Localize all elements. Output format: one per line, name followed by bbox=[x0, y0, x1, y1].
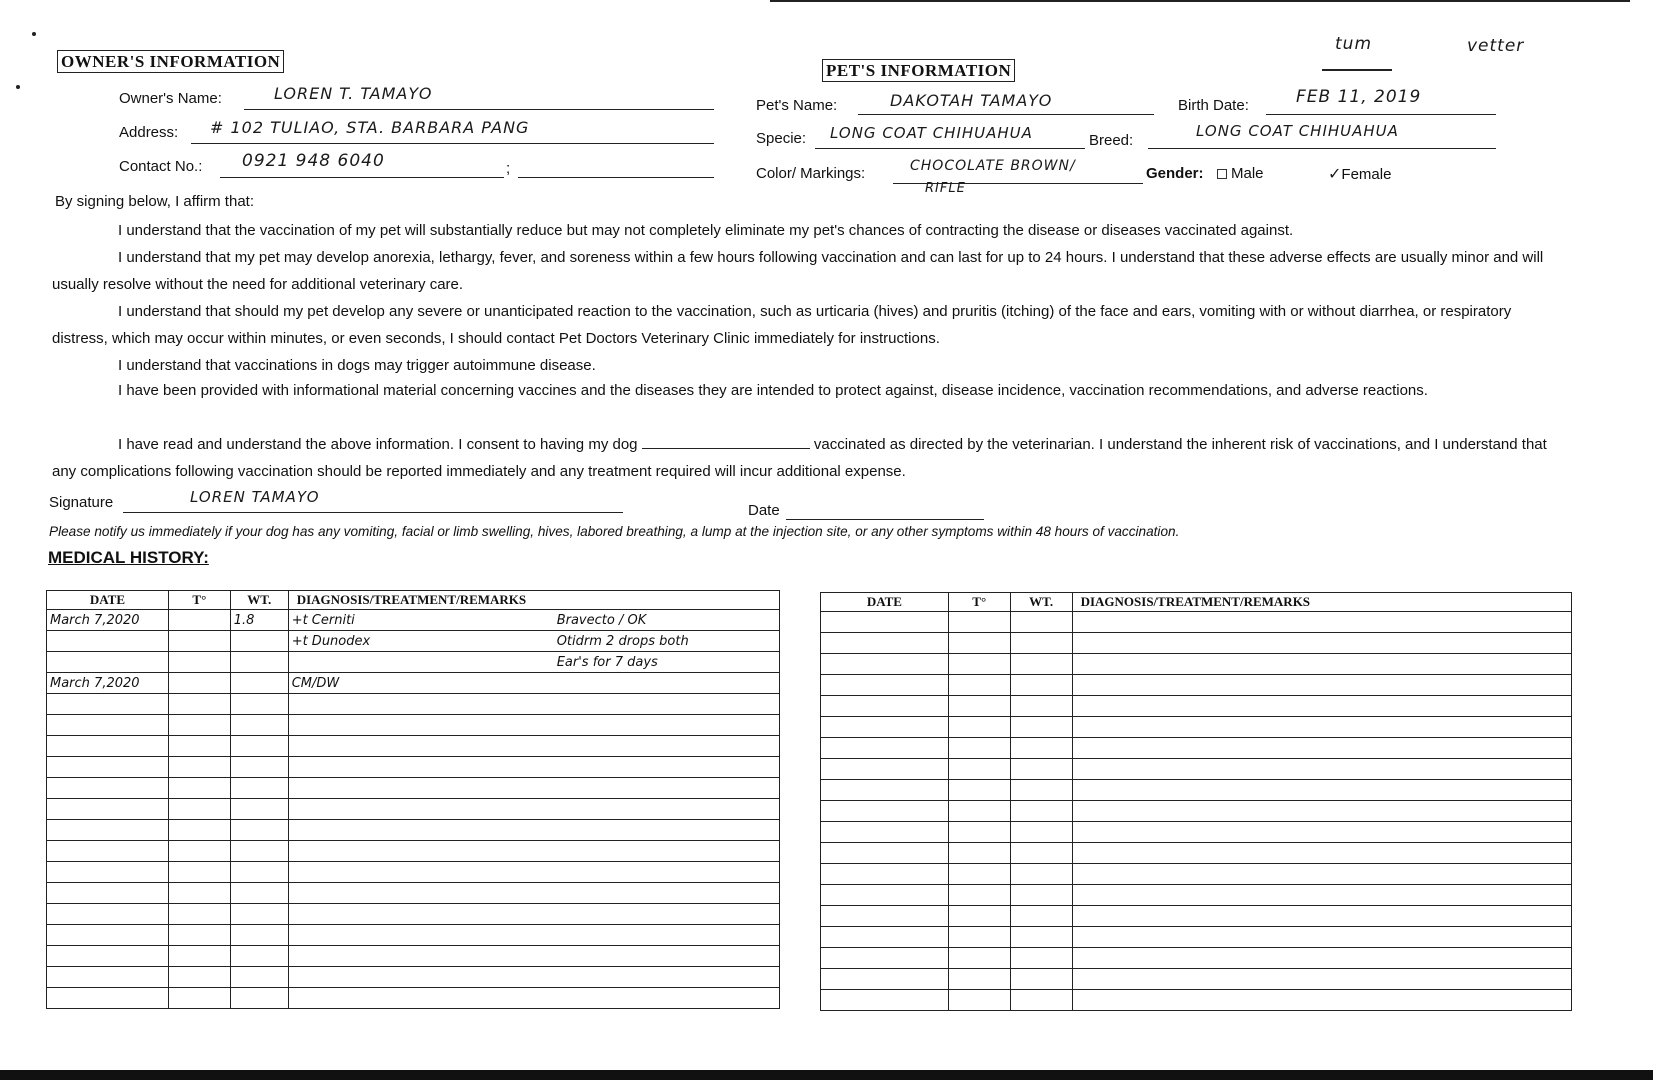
cell-remarks[interactable] bbox=[554, 946, 780, 967]
table-row bbox=[821, 654, 1572, 675]
table-row bbox=[821, 738, 1572, 759]
color-markings-value[interactable]: CHOCOLATE BROWN/ bbox=[910, 158, 1076, 174]
address-value[interactable]: # 102 TULIAO, STA. BARBARA PANG bbox=[210, 118, 530, 137]
cell-date[interactable] bbox=[821, 885, 949, 906]
cell-diagnosis[interactable] bbox=[288, 988, 554, 1009]
gender-female-option[interactable] bbox=[1328, 164, 1391, 183]
cell-temp[interactable] bbox=[948, 654, 1010, 675]
cell-diagnosis[interactable] bbox=[1072, 969, 1571, 990]
address-label: Address: bbox=[119, 124, 179, 141]
cell-temp[interactable] bbox=[168, 799, 230, 820]
cell-weight[interactable] bbox=[1010, 675, 1072, 696]
breed-label: Breed: bbox=[1089, 132, 1134, 149]
cell-diagnosis[interactable]: CM/DW bbox=[288, 673, 554, 694]
cell-weight[interactable] bbox=[1010, 612, 1072, 633]
cell-remarks[interactable]: Otidrm 2 drops both bbox=[554, 631, 780, 652]
table-row bbox=[47, 757, 780, 778]
scan-dot bbox=[32, 32, 36, 36]
cell-temp[interactable] bbox=[948, 801, 1010, 822]
table-row bbox=[821, 633, 1572, 654]
color-markings-value-2[interactable]: RIFLE bbox=[925, 181, 966, 196]
cell-date[interactable] bbox=[47, 946, 169, 967]
cell-date[interactable] bbox=[821, 969, 949, 990]
cell-date[interactable] bbox=[47, 967, 169, 988]
cell-diagnosis[interactable] bbox=[1072, 948, 1571, 969]
cell-temp[interactable] bbox=[948, 780, 1010, 801]
cell-date[interactable] bbox=[821, 633, 949, 654]
cell-weight[interactable] bbox=[230, 757, 288, 778]
cell-date[interactable] bbox=[47, 883, 169, 904]
cell-date[interactable] bbox=[821, 654, 949, 675]
cell-date[interactable] bbox=[47, 736, 169, 757]
cell-temp[interactable] bbox=[948, 696, 1010, 717]
cell-temp[interactable] bbox=[168, 946, 230, 967]
cell-weight[interactable] bbox=[1010, 633, 1072, 654]
cell-temp[interactable] bbox=[168, 883, 230, 904]
table-row bbox=[821, 696, 1572, 717]
cell-date[interactable] bbox=[821, 780, 949, 801]
cell-remarks[interactable] bbox=[554, 799, 780, 820]
cell-diagnosis[interactable] bbox=[1072, 696, 1571, 717]
cell-date[interactable] bbox=[821, 906, 949, 927]
gender-label-text: Gender: bbox=[1146, 165, 1204, 182]
cell-weight[interactable] bbox=[1010, 969, 1072, 990]
table-row bbox=[821, 864, 1572, 885]
consent-p2-text: I understand that my pet may develop anorexia, lethargy, fever, and soreness within a few hours following vaccination and can last for up to 24 hours. I understand that these adverse effects are usually minor and will usually resolve without the need for additional veterinary care. bbox=[52, 249, 1544, 293]
cell-weight[interactable] bbox=[230, 862, 288, 883]
cell-weight[interactable] bbox=[1010, 780, 1072, 801]
cell-diagnosis[interactable] bbox=[288, 904, 554, 925]
cell-remarks[interactable] bbox=[554, 694, 780, 715]
cell-temp[interactable] bbox=[168, 652, 230, 673]
cell-remarks[interactable] bbox=[554, 757, 780, 778]
cell-temp[interactable] bbox=[948, 717, 1010, 738]
cell-weight[interactable] bbox=[230, 736, 288, 757]
cell-temp[interactable] bbox=[948, 738, 1010, 759]
cell-date[interactable] bbox=[47, 862, 169, 883]
cell-weight[interactable]: 1.8 bbox=[230, 610, 288, 631]
date-line bbox=[786, 519, 984, 520]
cell-remarks[interactable] bbox=[554, 820, 780, 841]
cell-weight[interactable] bbox=[1010, 906, 1072, 927]
breed-value[interactable]: LONG COAT CHIHUAHUA bbox=[1196, 122, 1399, 140]
cell-diagnosis[interactable] bbox=[288, 694, 554, 715]
owner-info-header: OWNER'S INFORMATION bbox=[57, 50, 284, 73]
table-row bbox=[47, 652, 780, 673]
cell-weight[interactable] bbox=[1010, 759, 1072, 780]
cell-weight[interactable] bbox=[1010, 801, 1072, 822]
cell-temp[interactable] bbox=[168, 778, 230, 799]
cell-diagnosis[interactable]: +t Dunodex bbox=[288, 631, 554, 652]
table-row bbox=[47, 904, 780, 925]
cell-temp[interactable] bbox=[168, 757, 230, 778]
cell-date[interactable] bbox=[821, 717, 949, 738]
table-row bbox=[47, 967, 780, 988]
col-temp-header: T° bbox=[948, 593, 1010, 612]
pet-name-line bbox=[858, 114, 1154, 115]
table-row bbox=[47, 799, 780, 820]
table-row bbox=[821, 717, 1572, 738]
cell-temp[interactable] bbox=[948, 612, 1010, 633]
cell-weight[interactable] bbox=[1010, 654, 1072, 675]
owner-name-line bbox=[244, 109, 714, 110]
cell-diagnosis[interactable] bbox=[1072, 780, 1571, 801]
cell-weight[interactable] bbox=[230, 820, 288, 841]
cell-diagnosis[interactable] bbox=[288, 778, 554, 799]
consent-paragraph-1 bbox=[52, 217, 1562, 244]
table-row bbox=[821, 990, 1572, 1011]
cell-weight[interactable] bbox=[230, 652, 288, 673]
table-row bbox=[47, 820, 780, 841]
cell-date[interactable]: March 7,2020 bbox=[47, 610, 169, 631]
cell-diagnosis[interactable] bbox=[288, 820, 554, 841]
consent-p3-text: I understand that should my pet develop any severe or unanticipated reaction to the vaccination, such as urticaria (hives) and pruritis (itching) of the face and ears, vomiting with or without diarrhea, or respiratory distress, which may occur within minutes, or even seconds, I should contact Pet Doctors Veterinary Clinic immediately for instructions. bbox=[52, 303, 1512, 347]
cell-weight[interactable] bbox=[230, 673, 288, 694]
cell-date[interactable] bbox=[821, 990, 949, 1011]
medical-history-table-left bbox=[46, 590, 780, 1009]
cell-diagnosis[interactable] bbox=[288, 862, 554, 883]
contact-line bbox=[220, 177, 504, 178]
cell-date[interactable] bbox=[47, 904, 169, 925]
cell-date[interactable] bbox=[821, 948, 949, 969]
consent-p5-text: I have been provided with informational material concerning vaccines and the diseases they are intended to protect against, disease incidence, vaccination recommendations, and adverse reactions. bbox=[118, 382, 1428, 399]
cell-diagnosis[interactable]: +t Cerniti bbox=[288, 610, 554, 631]
cell-date[interactable] bbox=[47, 820, 169, 841]
cell-weight[interactable] bbox=[230, 631, 288, 652]
gender-male-option[interactable] bbox=[1217, 165, 1264, 182]
cell-weight[interactable] bbox=[230, 904, 288, 925]
cell-diagnosis[interactable] bbox=[288, 799, 554, 820]
dog-name-blank[interactable] bbox=[642, 436, 810, 449]
cell-date[interactable] bbox=[47, 715, 169, 736]
consent-p4-text: I understand that vaccinations in dogs may trigger autoimmune disease. bbox=[118, 357, 596, 374]
cell-date[interactable] bbox=[821, 864, 949, 885]
contact-label: Contact No.: bbox=[119, 158, 203, 175]
cell-temp[interactable] bbox=[948, 990, 1010, 1011]
pet-info-header: PET'S INFORMATION bbox=[822, 59, 1015, 82]
cell-remarks[interactable] bbox=[554, 736, 780, 757]
cell-remarks[interactable] bbox=[554, 883, 780, 904]
cell-weight[interactable] bbox=[230, 988, 288, 1009]
table-row bbox=[821, 675, 1572, 696]
cell-diagnosis[interactable] bbox=[288, 736, 554, 757]
cell-weight[interactable] bbox=[230, 799, 288, 820]
cell-remarks[interactable] bbox=[554, 904, 780, 925]
cell-diagnosis[interactable] bbox=[1072, 906, 1571, 927]
color-markings-label: Color/ Markings: bbox=[756, 165, 866, 182]
cell-temp[interactable] bbox=[168, 715, 230, 736]
scan-dot bbox=[16, 85, 20, 89]
table-row bbox=[47, 925, 780, 946]
cell-weight[interactable] bbox=[1010, 843, 1072, 864]
cell-date[interactable] bbox=[821, 843, 949, 864]
contact-value[interactable]: 0921 948 6040 bbox=[242, 151, 385, 171]
cell-temp[interactable] bbox=[168, 988, 230, 1009]
birth-date-label: Birth Date: bbox=[1178, 97, 1249, 114]
cell-diagnosis[interactable] bbox=[288, 715, 554, 736]
col-date-header: DATE bbox=[821, 593, 949, 612]
cell-weight[interactable] bbox=[230, 694, 288, 715]
cell-remarks[interactable] bbox=[554, 673, 780, 694]
specie-label: Specie: bbox=[756, 130, 807, 147]
handwritten-note-vetter: vetter bbox=[1467, 36, 1525, 56]
cell-remarks[interactable]: Bravecto / OK bbox=[554, 610, 780, 631]
cell-diagnosis[interactable] bbox=[1072, 927, 1571, 948]
cell-date[interactable] bbox=[47, 694, 169, 715]
cell-date[interactable] bbox=[47, 988, 169, 1009]
cell-date[interactable] bbox=[821, 822, 949, 843]
table-row bbox=[821, 780, 1572, 801]
table-row bbox=[47, 988, 780, 1009]
col-diagnosis-header: DIAGNOSIS/TREATMENT/REMARKS bbox=[1072, 593, 1571, 612]
cell-date[interactable] bbox=[821, 696, 949, 717]
cell-diagnosis[interactable] bbox=[1072, 654, 1571, 675]
cell-weight[interactable] bbox=[230, 946, 288, 967]
cell-remarks[interactable] bbox=[554, 862, 780, 883]
birth-date-value[interactable]: FEB 11, 2019 bbox=[1296, 87, 1422, 107]
cell-diagnosis[interactable] bbox=[1072, 633, 1571, 654]
consent-paragraph-6 bbox=[52, 431, 1562, 485]
table-header-row bbox=[47, 591, 780, 610]
table-row bbox=[47, 883, 780, 904]
table-header-row bbox=[821, 593, 1572, 612]
cell-remarks[interactable] bbox=[554, 841, 780, 862]
table-row bbox=[821, 822, 1572, 843]
signature-value[interactable]: LOREN TAMAYO bbox=[190, 488, 320, 506]
female-check-mark[interactable]: ✓ bbox=[1328, 164, 1342, 183]
cell-date[interactable] bbox=[821, 675, 949, 696]
col-temp-header: T° bbox=[168, 591, 230, 610]
cell-temp[interactable] bbox=[168, 967, 230, 988]
note-underline bbox=[1322, 69, 1392, 71]
col-weight-header: WT. bbox=[230, 591, 288, 610]
owner-name-label: Owner's Name: bbox=[119, 90, 222, 107]
cell-date[interactable] bbox=[47, 757, 169, 778]
cell-date[interactable] bbox=[821, 738, 949, 759]
cell-date[interactable] bbox=[821, 612, 949, 633]
cell-diagnosis[interactable] bbox=[1072, 717, 1571, 738]
table-row bbox=[47, 946, 780, 967]
specie-value[interactable]: LONG COAT CHIHUAHUA bbox=[830, 124, 1033, 142]
consent-paragraph-3 bbox=[52, 298, 1562, 352]
cell-temp[interactable] bbox=[168, 736, 230, 757]
cell-diagnosis[interactable] bbox=[288, 841, 554, 862]
cell-weight[interactable] bbox=[230, 925, 288, 946]
table-row bbox=[47, 736, 780, 757]
table-row bbox=[47, 694, 780, 715]
signature-line bbox=[123, 512, 623, 513]
table-row bbox=[47, 631, 780, 652]
scan-bottom-edge bbox=[0, 1070, 1653, 1080]
table-row bbox=[821, 906, 1572, 927]
cell-diagnosis[interactable] bbox=[288, 946, 554, 967]
signature-label: Signature bbox=[49, 494, 114, 511]
cell-weight[interactable] bbox=[1010, 948, 1072, 969]
cell-weight[interactable] bbox=[1010, 696, 1072, 717]
cell-date[interactable] bbox=[47, 778, 169, 799]
cell-diagnosis[interactable] bbox=[1072, 801, 1571, 822]
cell-diagnosis[interactable] bbox=[1072, 822, 1571, 843]
consent-intro: By signing below, I affirm that: bbox=[55, 193, 254, 210]
specie-line bbox=[815, 148, 1085, 149]
table-row bbox=[47, 673, 780, 694]
cell-weight[interactable] bbox=[230, 967, 288, 988]
cell-diagnosis[interactable] bbox=[1072, 843, 1571, 864]
cell-temp[interactable] bbox=[948, 885, 1010, 906]
cell-remarks[interactable]: Ear's for 7 days bbox=[554, 652, 780, 673]
cell-diagnosis[interactable] bbox=[288, 652, 554, 673]
consent-p6b-text: vaccinated as directed by the veterinarian. I understand the inherent risk of vaccinations, and I understand that any complications following vaccination should be reported immediately and any treatment required will incur additional expense. bbox=[52, 436, 1547, 480]
cell-diagnosis[interactable] bbox=[1072, 738, 1571, 759]
cell-temp[interactable] bbox=[948, 969, 1010, 990]
cell-diagnosis[interactable] bbox=[1072, 885, 1571, 906]
table-row bbox=[821, 612, 1572, 633]
date-label: Date bbox=[748, 502, 780, 519]
table-row bbox=[47, 862, 780, 883]
cell-date[interactable] bbox=[47, 631, 169, 652]
address-line bbox=[191, 143, 714, 144]
consent-paragraph-2 bbox=[52, 244, 1562, 298]
cell-temp[interactable] bbox=[168, 925, 230, 946]
cell-diagnosis[interactable] bbox=[1072, 864, 1571, 885]
cell-weight[interactable] bbox=[1010, 927, 1072, 948]
female-label: Female bbox=[1341, 166, 1392, 183]
cell-remarks[interactable] bbox=[554, 778, 780, 799]
cell-temp[interactable] bbox=[168, 820, 230, 841]
cell-temp[interactable] bbox=[948, 948, 1010, 969]
cell-weight[interactable] bbox=[1010, 738, 1072, 759]
cell-weight[interactable] bbox=[1010, 990, 1072, 1011]
cell-temp[interactable] bbox=[168, 673, 230, 694]
cell-temp[interactable] bbox=[948, 843, 1010, 864]
cell-weight[interactable] bbox=[1010, 885, 1072, 906]
consent-paragraph-4 bbox=[52, 352, 1562, 379]
cell-weight[interactable] bbox=[230, 841, 288, 862]
cell-weight[interactable] bbox=[230, 883, 288, 904]
table-row bbox=[821, 843, 1572, 864]
owner-name-value[interactable]: LOREN T. TAMAYO bbox=[274, 84, 433, 103]
cell-temp[interactable] bbox=[168, 610, 230, 631]
col-diagnosis-header: DIAGNOSIS/TREATMENT/REMARKS bbox=[288, 591, 779, 610]
cell-diagnosis[interactable] bbox=[1072, 990, 1571, 1011]
table-row bbox=[821, 948, 1572, 969]
notify-notice: Please notify us immediately if your dog has any vomiting, facial or limb swelling, hives, labored breathing, a lump at the injection site, or any other symptoms within 48 hours of vaccination. bbox=[49, 524, 1180, 539]
cell-diagnosis[interactable] bbox=[288, 967, 554, 988]
cell-temp[interactable] bbox=[168, 631, 230, 652]
table-row bbox=[821, 885, 1572, 906]
cell-diagnosis[interactable] bbox=[288, 925, 554, 946]
table-row bbox=[821, 927, 1572, 948]
pet-name-label: Pet's Name: bbox=[756, 97, 838, 114]
cell-remarks[interactable] bbox=[554, 715, 780, 736]
cell-temp[interactable] bbox=[948, 675, 1010, 696]
consent-p1-text: I understand that the vaccination of my pet will substantially reduce but may not completely eliminate my pet's chances of contracting the disease or diseases vaccinated against. bbox=[118, 222, 1294, 239]
cell-temp[interactable] bbox=[168, 862, 230, 883]
table-row bbox=[821, 759, 1572, 780]
table-row bbox=[47, 841, 780, 862]
table-row bbox=[47, 778, 780, 799]
table-row bbox=[821, 801, 1572, 822]
cell-temp[interactable] bbox=[168, 904, 230, 925]
contact-separator: ; bbox=[506, 160, 511, 177]
cell-temp[interactable] bbox=[948, 906, 1010, 927]
pet-name-value[interactable]: DAKOTAH TAMAYO bbox=[890, 91, 1053, 110]
cell-date[interactable] bbox=[47, 652, 169, 673]
consent-paragraph-5 bbox=[52, 377, 1562, 404]
medical-history-title: MEDICAL HISTORY: bbox=[48, 548, 209, 567]
cell-temp[interactable] bbox=[948, 864, 1010, 885]
cell-temp[interactable] bbox=[168, 841, 230, 862]
cell-diagnosis[interactable] bbox=[288, 757, 554, 778]
cell-weight[interactable] bbox=[230, 778, 288, 799]
cell-weight[interactable] bbox=[1010, 864, 1072, 885]
cell-weight[interactable] bbox=[230, 715, 288, 736]
cell-temp[interactable] bbox=[948, 927, 1010, 948]
table-row bbox=[47, 715, 780, 736]
cell-date[interactable] bbox=[821, 927, 949, 948]
col-weight-header: WT. bbox=[1010, 593, 1072, 612]
cell-date[interactable] bbox=[821, 759, 949, 780]
cell-diagnosis[interactable] bbox=[1072, 759, 1571, 780]
cell-temp[interactable] bbox=[948, 633, 1010, 654]
birth-date-line bbox=[1266, 114, 1496, 115]
breed-line bbox=[1148, 148, 1496, 149]
cell-temp[interactable] bbox=[948, 822, 1010, 843]
cell-date[interactable] bbox=[47, 925, 169, 946]
cell-weight[interactable] bbox=[1010, 717, 1072, 738]
cell-diagnosis[interactable] bbox=[1072, 612, 1571, 633]
contact-line-2 bbox=[518, 177, 714, 178]
col-date-header: DATE bbox=[47, 591, 169, 610]
consent-p6a-text: I have read and understand the above information. I consent to having my dog bbox=[118, 436, 638, 453]
cell-weight[interactable] bbox=[1010, 822, 1072, 843]
cell-date[interactable] bbox=[47, 841, 169, 862]
cell-diagnosis[interactable] bbox=[288, 883, 554, 904]
cell-date[interactable] bbox=[821, 801, 949, 822]
cell-temp[interactable] bbox=[948, 759, 1010, 780]
male-checkbox[interactable] bbox=[1217, 169, 1227, 179]
table-row bbox=[821, 969, 1572, 990]
cell-remarks[interactable] bbox=[554, 925, 780, 946]
cell-diagnosis[interactable] bbox=[1072, 675, 1571, 696]
handwritten-note-tum: tum bbox=[1335, 34, 1372, 54]
gender-label bbox=[1146, 165, 1204, 182]
cell-date[interactable]: March 7,2020 bbox=[47, 673, 169, 694]
cell-temp[interactable] bbox=[168, 694, 230, 715]
top-border-line bbox=[770, 0, 1630, 2]
cell-remarks[interactable] bbox=[554, 988, 780, 1009]
table-row bbox=[47, 610, 780, 631]
cell-remarks[interactable] bbox=[554, 967, 780, 988]
male-label: Male bbox=[1231, 165, 1264, 182]
cell-date[interactable] bbox=[47, 799, 169, 820]
medical-history-table-right bbox=[820, 592, 1572, 1011]
